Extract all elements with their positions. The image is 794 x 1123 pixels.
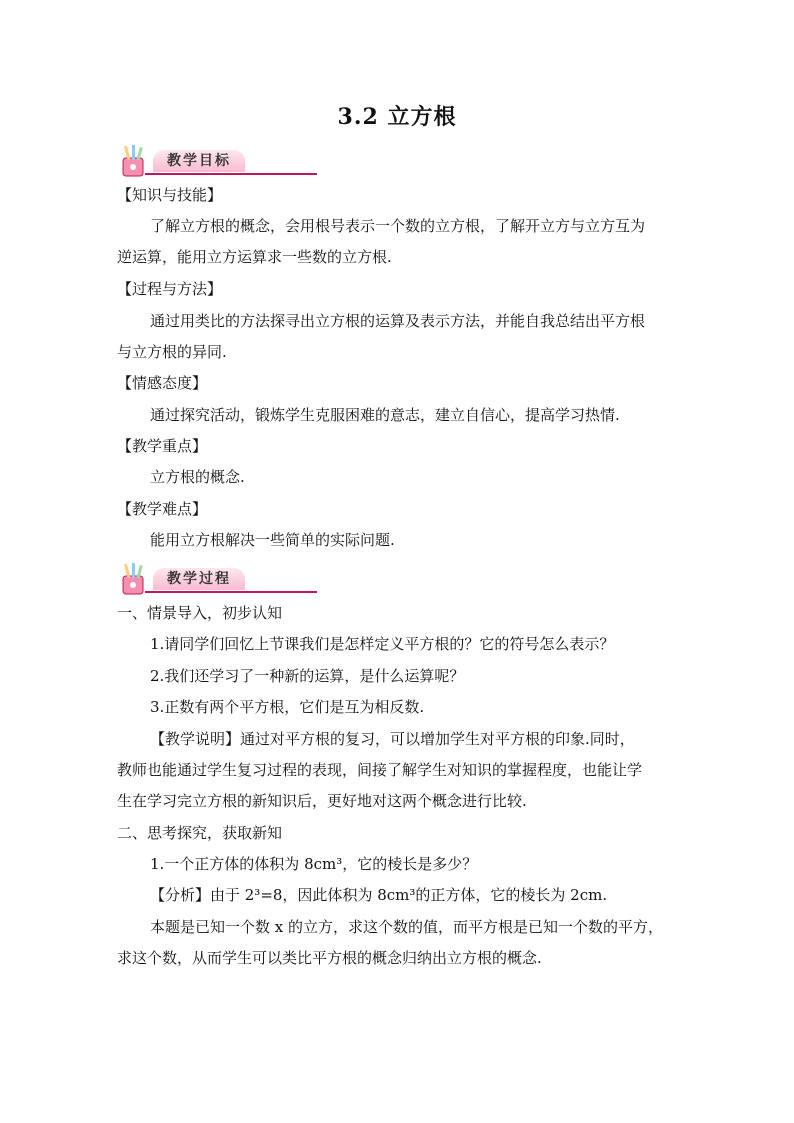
section-heading-1: 一、情景导入，初步认知 [117, 604, 283, 622]
paragraph-key-point: 立方根的概念. [150, 468, 245, 486]
banner-underline [145, 173, 317, 175]
section-banner-goals [117, 144, 317, 180]
teaching-note-2: 教师也能通过学生复习过程的表现，间接了解学生对知识的掌握程度，也能让学 [117, 761, 643, 779]
banner-label: 教学过程 [153, 568, 245, 590]
page-title: 3.2 立方根 [337, 104, 457, 130]
teaching-note-3: 生在学习完立方根的新知识后，更好地对这两个概念进行比较. [117, 792, 527, 810]
question-2: 2.我们还学习了一种新的运算，是什么运算呢？ [150, 667, 465, 685]
example-1-analysis: 【分析】由于 2³=8，因此体积为 8cm³的正方体，它的棱长为 2cm. [150, 886, 608, 904]
example-1-text-2: 求这个数，从而学生可以类比平方根的概念归纳出立方根的概念. [117, 949, 542, 967]
paragraph-attitude: 通过探究活动，锻炼学生克服困难的意志，建立自信心，提高学习热情. [150, 406, 620, 424]
question-3: 3.正数有两个平方根，它们是互为相反数. [150, 698, 425, 716]
heading-method: 【过程与方法】 [117, 280, 223, 298]
heading-key-point: 【教学重点】 [117, 437, 208, 455]
banner-underline [145, 591, 317, 593]
heading-difficulty: 【教学难点】 [117, 500, 208, 518]
teaching-note-1: 【教学说明】通过对平方根的复习，可以增加学生对平方根的印象.同时， [150, 730, 635, 748]
paragraph-method-1: 通过用类比的方法探寻出立方根的运算及表示方法，并能自我总结出平方根 [150, 312, 646, 330]
example-1: 1.一个正方体的体积为 8cm³，它的棱长是多少？ [150, 855, 478, 873]
paragraph-method-2: 与立方根的异同. [117, 343, 227, 361]
heading-knowledge: 【知识与技能】 [117, 186, 223, 204]
section-banner-process [117, 562, 317, 598]
banner-label: 教学目标 [153, 150, 245, 172]
heading-attitude: 【情感态度】 [117, 374, 208, 392]
paragraph-difficulty: 能用立方根解决一些简单的实际问题. [150, 531, 395, 549]
example-1-text-1: 本题是已知一个数 x 的立方，求这个数的值，而平方根是已知一个数的平方， [150, 918, 663, 936]
paragraph-knowledge-2: 逆运算，能用立方运算求一些数的立方根. [117, 248, 392, 266]
question-1: 1.请同学们回忆上节课我们是怎样定义平方根的？它的符号怎么表示？ [150, 635, 615, 653]
section-heading-2: 二、思考探究，获取新知 [117, 824, 283, 842]
paragraph-knowledge-1: 了解立方根的概念，会用根号表示一个数的立方根，了解开立方与立方互为 [150, 217, 646, 235]
